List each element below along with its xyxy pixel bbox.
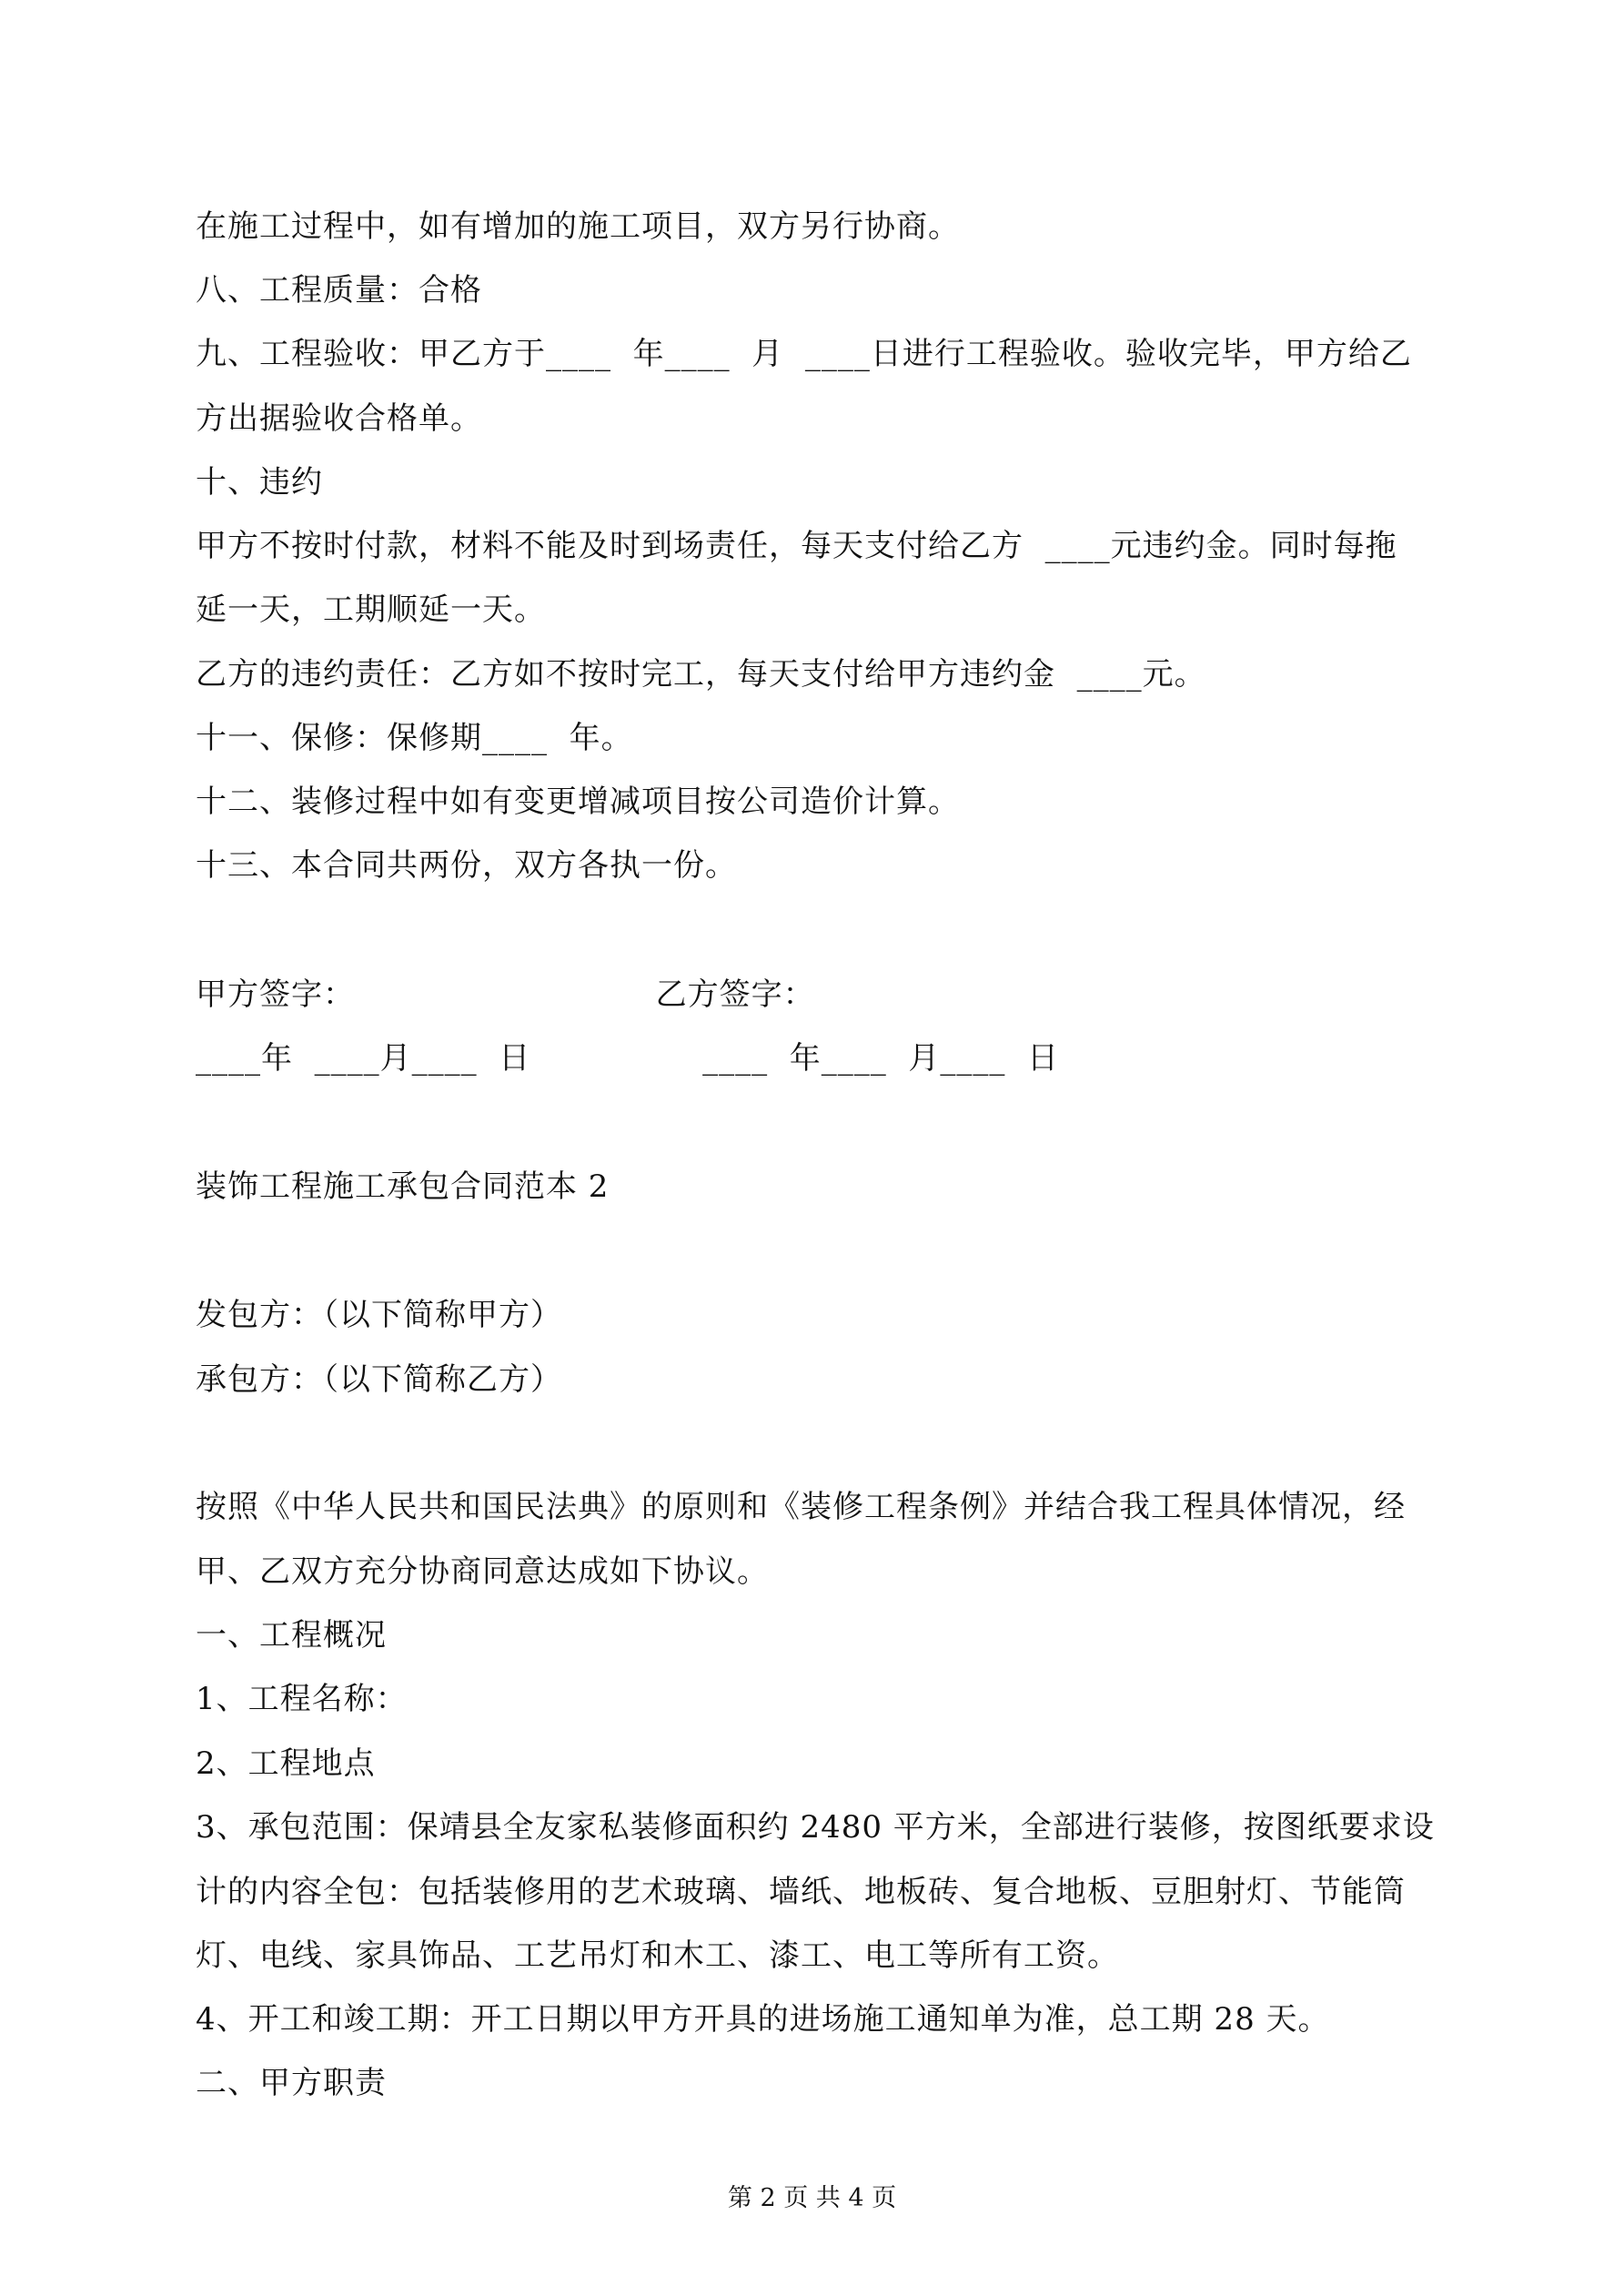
- signature-labels: 甲方签字： 乙方签字：: [196, 976, 815, 1013]
- text-line-9: 十一、保修：保修期____ 年。: [196, 720, 633, 756]
- item-scope-line-1: 3、承包范围：保靖县全友家私装修面积约 2480 平方米，全部进行装修，按图纸要求设: [196, 1809, 1435, 1846]
- preamble-line-2: 甲、乙双方充分协商同意达成如下协议。: [196, 1553, 769, 1590]
- section-heading-overview: 一、工程概况: [196, 1617, 387, 1654]
- text-line-11: 十三、本合同共两份，双方各执一份。: [196, 847, 737, 884]
- party-b-line: 承包方：（以下简称乙方）: [196, 1361, 562, 1398]
- section-heading-breach: 十、违约: [196, 464, 323, 501]
- contract-title-2: 装饰工程施工承包合同范本 2: [196, 1168, 610, 1205]
- item-project-name: 1、工程名称：: [196, 1681, 408, 1717]
- text-line-2: 八、工程质量：合格: [196, 272, 482, 308]
- text-line-6: 甲方不按时付款，材料不能及时到场责任，每天支付给乙方 ____元违约金。同时每拖: [196, 528, 1397, 564]
- text-line-8: 乙方的违约责任：乙方如不按时完工，每天支付给甲方违约金 ____元。: [196, 656, 1206, 693]
- party-a-line: 发包方：（以下简称甲方）: [196, 1297, 562, 1333]
- item-schedule: 4、开工和竣工期：开工日期以甲方开具的进场施工通知单为准，总工期 28 天。: [196, 2001, 1330, 2038]
- item-scope-line-2: 计的内容全包：包括装修用的艺术玻璃、墙纸、地板砖、复合地板、豆胆射灯、节能筒: [196, 1874, 1406, 1910]
- text-line-4: 方出据验收合格单。: [196, 400, 482, 437]
- text-line-1: 在施工过程中，如有增加的施工项目，双方另行协商。: [196, 208, 960, 245]
- section-heading-party-a-duties: 二、甲方职责: [196, 2065, 387, 2101]
- signature-dates: ____年 ____月____ 日 ____ 年____ 月____ 日: [196, 1040, 1059, 1077]
- text-line-10: 十二、装修过程中如有变更增减项目按公司造价计算。: [196, 784, 960, 820]
- item-scope-line-3: 灯、电线、家具饰品、工艺吊灯和木工、漆工、电工等所有工资。: [196, 1937, 1119, 1974]
- preamble-line-1: 按照《中华人民共和国民法典》的原则和《装修工程条例》并结合我工程具体情况，经: [196, 1489, 1406, 1525]
- text-line-3: 九、工程验收：甲乙方于____ 年____ 月 ____日进行工程验收。验收完毕，甲方给乙: [196, 336, 1412, 372]
- item-project-location: 2、工程地点: [196, 1745, 376, 1782]
- page-footer: 第 2 页 共 4 页: [727, 2184, 897, 2212]
- text-line-7: 延一天，工期顺延一天。: [196, 592, 546, 628]
